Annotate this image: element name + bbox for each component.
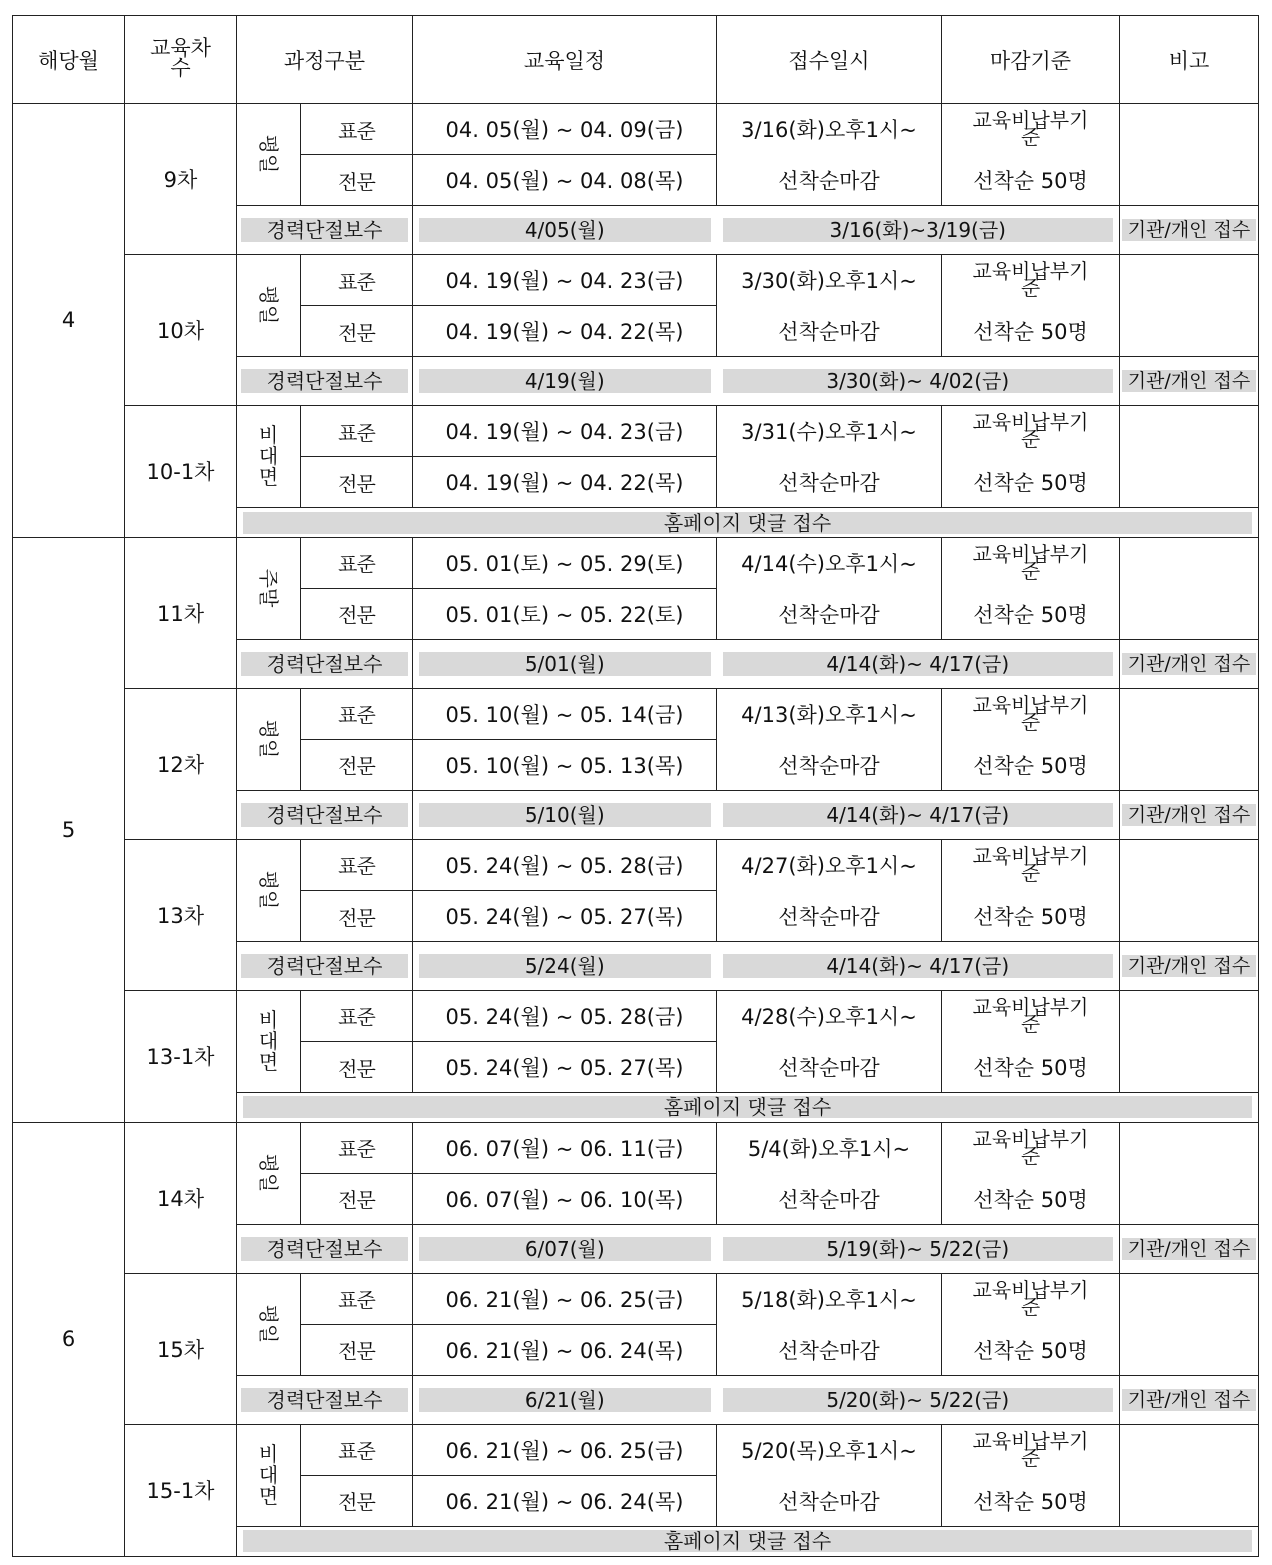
session-type-cell: 평일 [237,688,301,790]
career-registration-cell: 5/20(화)~ 5/22(금) [717,1375,1120,1424]
career-date-cell: 6/21(월) [413,1375,717,1424]
registration-close: 선착순마감 [717,739,942,790]
registration-close: 선착순마감 [717,155,942,206]
career-registration-cell: 4/14(화)~ 4/17(금) [717,791,1120,840]
deadline-capacity: 선착순 50명 [942,1475,1120,1526]
standard-label: 표준 [301,255,413,306]
header-deadline: 마감기준 [942,16,1120,104]
career-date-cell: 4/05(월) [413,206,717,255]
round-cell: 9차 [125,104,237,255]
registration-close: 선착순마감 [717,588,942,639]
header-note: 비고 [1120,16,1259,104]
registration-close: 선착순마감 [717,306,942,357]
career-date-cell: 5/24(월) [413,942,717,991]
expert-label: 전문 [301,739,413,790]
table-row [13,1424,1259,1475]
standard-label: 표준 [301,104,413,155]
career-label-cell: 경력단절보수 [237,791,413,840]
expert-schedule: 06. 21(월) ~ 06. 24(목) [413,1475,717,1526]
registration-time: 3/16(화)오후1시~ [717,104,942,155]
standard-label: 표준 [301,839,413,890]
expert-schedule: 06. 07(월) ~ 06. 10(목) [413,1173,717,1224]
registration-time: 3/30(화)오후1시~ [717,255,942,306]
career-note-cell: 기관/개인 접수 [1120,206,1259,255]
header-row [13,16,1259,104]
registration-time: 5/18(화)오후1시~ [717,1273,942,1324]
round-cell: 12차 [125,688,237,839]
table-row [13,537,1259,588]
expert-label: 전문 [301,155,413,206]
career-date-cell: 5/01(월) [413,640,717,689]
expert-label: 전문 [301,306,413,357]
note-cell [1120,839,1259,941]
header-registration: 접수일시 [717,16,942,104]
registration-time: 4/27(화)오후1시~ [717,839,942,890]
career-label-cell: 경력단절보수 [237,357,413,406]
round-cell: 13-1차 [125,990,237,1122]
standard-label: 표준 [301,1273,413,1324]
career-date-cell: 6/07(월) [413,1224,717,1273]
career-note-cell: 기관/개인 접수 [1120,942,1259,991]
expert-label: 전문 [301,588,413,639]
standard-schedule: 05. 10(월) ~ 05. 14(금) [413,688,717,739]
month-cell: 5 [13,537,125,1122]
registration-close: 선착순마감 [717,890,942,941]
note-cell [1120,537,1259,639]
table-row [13,990,1259,1041]
registration-close: 선착순마감 [717,1042,942,1093]
schedule-body [13,104,1259,1557]
online-registration-cell: 홈페이지 댓글 접수 [237,1093,1259,1123]
standard-label: 표준 [301,990,413,1041]
career-note-cell: 기관/개인 접수 [1120,791,1259,840]
session-type-cell: 평일 [237,839,301,941]
registration-time: 5/20(목)오후1시~ [717,1424,942,1475]
session-type-cell: 비대면 [237,406,301,508]
deadline-capacity: 선착순 50명 [942,739,1120,790]
deadline-capacity: 선착순 50명 [942,588,1120,639]
expert-label: 전문 [301,1173,413,1224]
deadline-basis: 교육비납부기 준 [942,1273,1120,1324]
round-cell: 14차 [125,1122,237,1273]
registration-time: 4/28(수)오후1시~ [717,990,942,1041]
session-type-cell: 평일 [237,1122,301,1224]
career-note-cell: 기관/개인 접수 [1120,1375,1259,1424]
standard-label: 표준 [301,406,413,457]
note-cell [1120,255,1259,357]
career-label-cell: 경력단절보수 [237,1375,413,1424]
round-cell: 15-1차 [125,1424,237,1556]
deadline-basis: 교육비납부기 준 [942,990,1120,1041]
career-note-cell: 기관/개인 접수 [1120,640,1259,689]
header-course-type: 과정구분 [237,16,413,104]
deadline-basis: 교육비납부기 준 [942,1122,1120,1173]
standard-schedule: 04. 19(월) ~ 04. 23(금) [413,406,717,457]
career-note-cell: 기관/개인 접수 [1120,1224,1259,1273]
table-row [13,1273,1259,1324]
deadline-capacity: 선착순 50명 [942,457,1120,508]
deadline-capacity: 선착순 50명 [942,1042,1120,1093]
standard-label: 표준 [301,688,413,739]
standard-schedule: 05. 24(월) ~ 05. 28(금) [413,990,717,1041]
online-registration-cell: 홈페이지 댓글 접수 [237,1526,1259,1556]
standard-label: 표준 [301,1424,413,1475]
registration-time: 4/13(화)오후1시~ [717,688,942,739]
registration-time: 3/31(수)오후1시~ [717,406,942,457]
session-type-cell: 비대면 [237,990,301,1092]
education-schedule-table [12,15,1259,1557]
standard-schedule: 06. 21(월) ~ 06. 25(금) [413,1273,717,1324]
round-cell: 11차 [125,537,237,688]
standard-schedule: 05. 01(토) ~ 05. 29(토) [413,537,717,588]
expert-schedule: 05. 01(토) ~ 05. 22(토) [413,588,717,639]
standard-schedule: 05. 24(월) ~ 05. 28(금) [413,839,717,890]
session-type-cell: 평일 [237,255,301,357]
standard-schedule: 04. 05(월) ~ 04. 09(금) [413,104,717,155]
career-label-cell: 경력단절보수 [237,206,413,255]
session-type-cell: 평일 [237,104,301,206]
header-round: 교육차수 [125,16,237,104]
deadline-basis: 교육비납부기 준 [942,255,1120,306]
career-date-cell: 4/19(월) [413,357,717,406]
month-cell: 6 [13,1122,125,1556]
career-registration-cell: 4/14(화)~ 4/17(금) [717,640,1120,689]
table-row [13,406,1259,457]
expert-schedule: 05. 24(월) ~ 05. 27(목) [413,1042,717,1093]
career-registration-cell: 3/30(화)~ 4/02(금) [717,357,1120,406]
expert-label: 전문 [301,1475,413,1526]
session-type-cell: 비대면 [237,1424,301,1526]
expert-label: 전문 [301,1324,413,1375]
online-registration-cell: 홈페이지 댓글 접수 [237,508,1259,538]
note-cell [1120,1273,1259,1375]
deadline-basis: 교육비납부기 준 [942,537,1120,588]
deadline-basis: 교육비납부기 준 [942,104,1120,155]
round-cell: 10차 [125,255,237,406]
career-date-cell: 5/10(월) [413,791,717,840]
session-type-cell: 주말 [237,537,301,639]
standard-schedule: 04. 19(월) ~ 04. 23(금) [413,255,717,306]
deadline-capacity: 선착순 50명 [942,1324,1120,1375]
deadline-basis: 교육비납부기 준 [942,839,1120,890]
expert-label: 전문 [301,890,413,941]
header-schedule: 교육일정 [413,16,717,104]
career-registration-cell: 5/19(화)~ 5/22(금) [717,1224,1120,1273]
round-cell: 13차 [125,839,237,990]
career-label-cell: 경력단절보수 [237,1224,413,1273]
note-cell [1120,1424,1259,1526]
note-cell [1120,406,1259,508]
registration-time: 5/4(화)오후1시~ [717,1122,942,1173]
standard-schedule: 06. 07(월) ~ 06. 11(금) [413,1122,717,1173]
table-row [13,255,1259,306]
registration-close: 선착순마감 [717,1324,942,1375]
career-label-cell: 경력단절보수 [237,942,413,991]
month-cell: 4 [13,104,125,538]
table-row [13,839,1259,890]
expert-schedule: 06. 21(월) ~ 06. 24(목) [413,1324,717,1375]
career-note-cell: 기관/개인 접수 [1120,357,1259,406]
note-cell [1120,990,1259,1092]
expert-schedule: 05. 10(월) ~ 05. 13(목) [413,739,717,790]
registration-close: 선착순마감 [717,1475,942,1526]
career-registration-cell: 3/16(화)~3/19(금) [717,206,1120,255]
deadline-capacity: 선착순 50명 [942,1173,1120,1224]
expert-schedule: 04. 19(월) ~ 04. 22(목) [413,306,717,357]
deadline-basis: 교육비납부기 준 [942,1424,1120,1475]
registration-time: 4/14(수)오후1시~ [717,537,942,588]
registration-close: 선착순마감 [717,1173,942,1224]
expert-schedule: 04. 05(월) ~ 04. 08(목) [413,155,717,206]
standard-label: 표준 [301,537,413,588]
expert-label: 전문 [301,457,413,508]
session-type-cell: 평일 [237,1273,301,1375]
note-cell [1120,1122,1259,1224]
table-row [13,1122,1259,1173]
expert-schedule: 04. 19(월) ~ 04. 22(목) [413,457,717,508]
round-cell: 15차 [125,1273,237,1424]
career-label-cell: 경력단절보수 [237,640,413,689]
round-cell: 10-1차 [125,406,237,538]
table-row [13,104,1259,155]
deadline-capacity: 선착순 50명 [942,306,1120,357]
deadline-basis: 교육비납부기 준 [942,688,1120,739]
header-month: 해당월 [13,16,125,104]
standard-schedule: 06. 21(월) ~ 06. 25(금) [413,1424,717,1475]
registration-close: 선착순마감 [717,457,942,508]
expert-schedule: 05. 24(월) ~ 05. 27(목) [413,890,717,941]
career-registration-cell: 4/14(화)~ 4/17(금) [717,942,1120,991]
standard-label: 표준 [301,1122,413,1173]
expert-label: 전문 [301,1042,413,1093]
note-cell [1120,104,1259,206]
note-cell [1120,688,1259,790]
deadline-basis: 교육비납부기 준 [942,406,1120,457]
deadline-capacity: 선착순 50명 [942,890,1120,941]
deadline-capacity: 선착순 50명 [942,155,1120,206]
table-row [13,688,1259,739]
